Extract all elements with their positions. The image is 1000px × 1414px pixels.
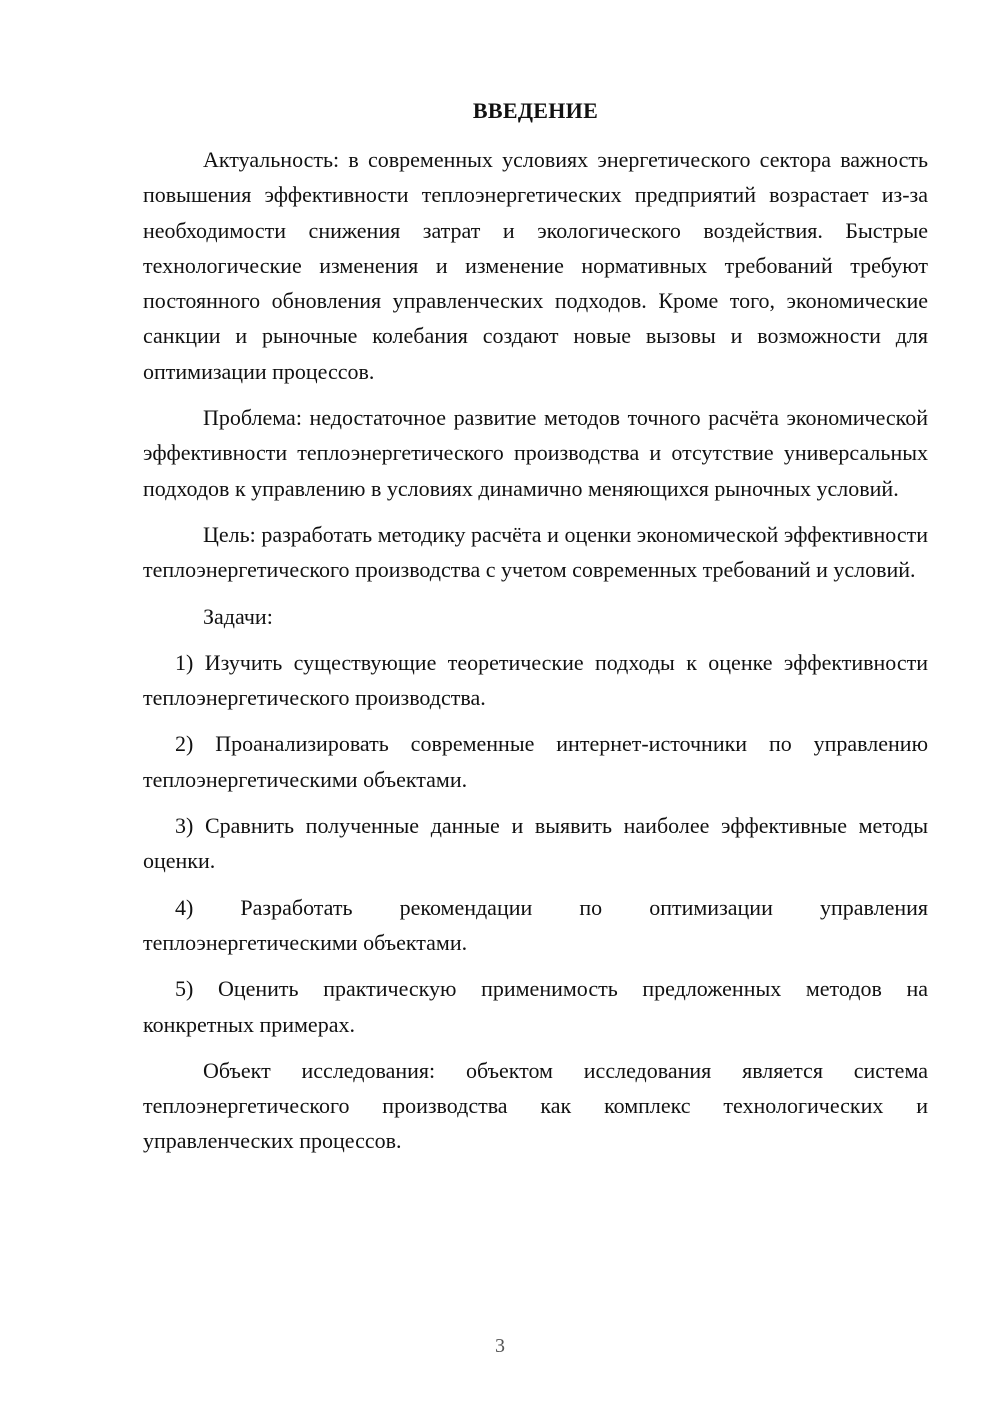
task-item-4: 4) Разработать рекомендации по оптимизации управления теплоэнергетическими объектами. [143, 894, 928, 955]
tasks-label: Задачи: [203, 603, 273, 629]
paragraph-relevance: Актуальность: в современных условиях энергетического сектора важность повышения эффективности теплоэнергетических предприятий возрастает из-за необходимости снижения затрат и экологического воздействия. Быстрые технологические изменения и изменение нормативных требований требуют постоянного обновления управленческих подходов. Кроме того, экономические санкции и рыночные колебания создают новые вызовы и возможности для оптимизации процессов. [143, 147, 928, 384]
task-item-2: 2) Проанализировать современные интернет-источники по управлению теплоэнергетическими объектами. [143, 731, 928, 792]
paragraph-problem: Проблема: недостаточное развитие методов точного расчёта экономической эффективности теплоэнергетического производства и отсутствие универсальных подходов к управлению в условиях динамично меняющихся рыночных условий. [143, 405, 928, 501]
task-item-5: 5) Оценить практическую применимость предложенных методов на конкретных примерах. [143, 976, 928, 1037]
paragraph-goal: Цель: разработать методику расчёта и оценки экономической эффективности теплоэнергетического производства с учетом современных требований и условий. [143, 521, 928, 583]
paragraph-object: Объект исследования: объектом исследования является система теплоэнергетического производства как комплекс технологических и управленческих процессов. [143, 1057, 928, 1154]
section-heading: ВВЕДЕНИЕ [472, 98, 599, 123]
page-number: 3 [495, 1335, 505, 1357]
document-body [143, 142, 928, 1170]
task-item-1: 1) Изучить существующие теоретические подходы к оценке эффективности теплоэнергетического производства. [143, 649, 928, 711]
task-item-3: 3) Сравнить полученные данные и выявить наиболее эффективные методы оценки. [143, 813, 928, 874]
